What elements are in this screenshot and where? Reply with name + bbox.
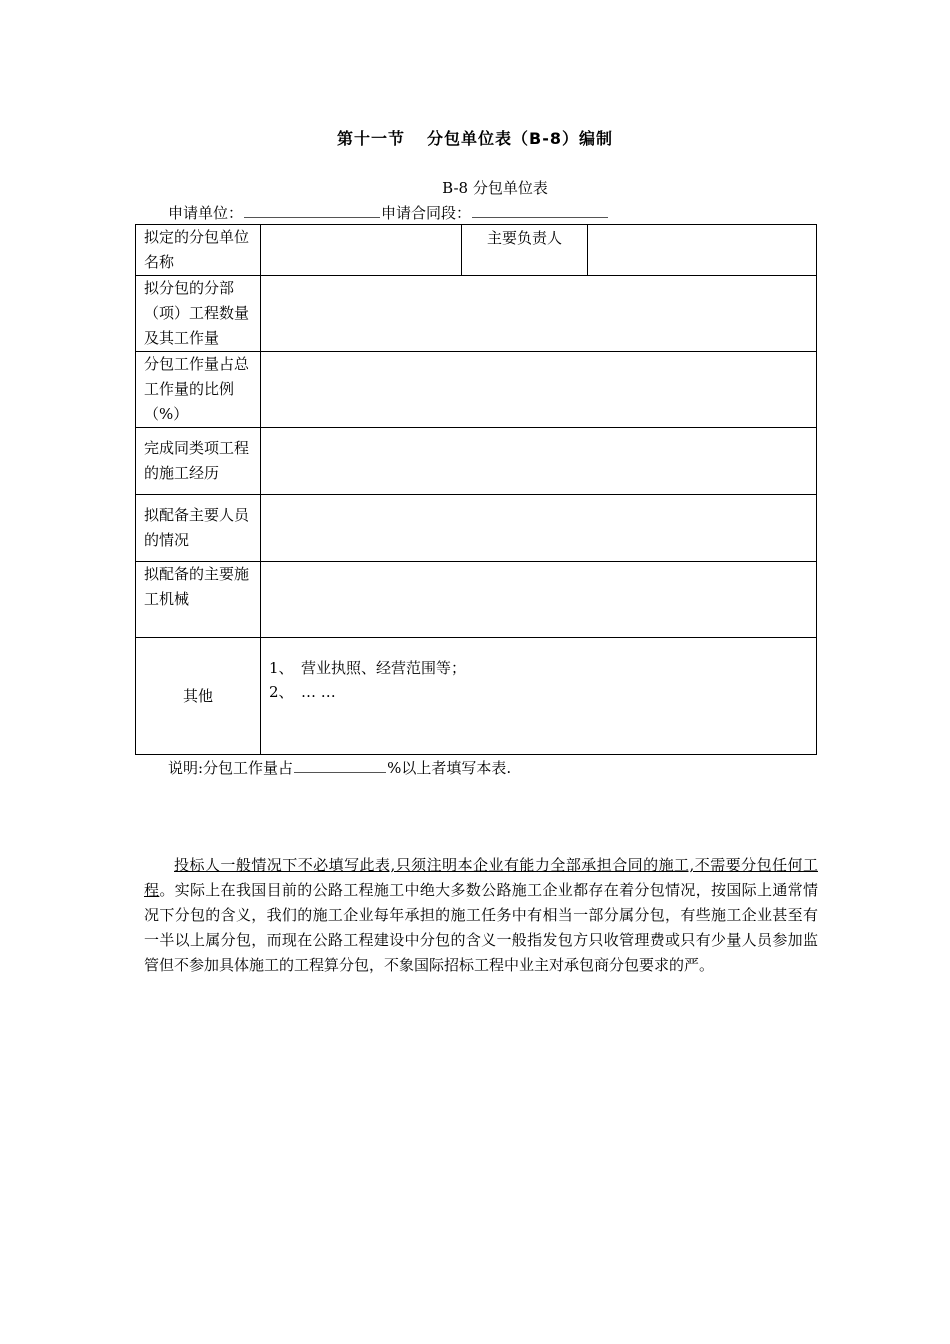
table-row <box>136 352 817 428</box>
contract-section-label: 申请合同段： <box>381 204 472 222</box>
other-list <box>269 656 808 704</box>
table-row <box>136 428 817 495</box>
other-item-2: 2、 … … <box>269 683 336 701</box>
subcontractor-form-table <box>135 224 817 755</box>
field-work-ratio[interactable] <box>261 352 817 428</box>
section-number: 第十一节 <box>337 129 406 148</box>
field-machinery[interactable] <box>261 562 817 638</box>
label-other: 其他 <box>136 638 261 755</box>
contract-section-blank[interactable] <box>472 205 608 218</box>
section-name: 分包单位表（B-8）编制 <box>427 129 613 148</box>
table-row <box>136 562 817 638</box>
table-row <box>136 276 817 352</box>
note-suffix: %以上者填写本表. <box>387 759 512 777</box>
label-work-quantity: 拟分包的分部（项）工程数量及其工作量 <box>136 276 261 352</box>
table-row <box>136 638 817 755</box>
label-chief-person: 主要负责人 <box>462 225 588 276</box>
paragraph-rest: 。实际上在我国目前的公路工程施工中绝大多数公路施工企业都存在着分包情况，按国际上通常情况下分包的含义，我们的施工企业每年承担的施工任务中有相当一部分属分包，有些施工企业甚至有一半以上属分包，而现在公路工程建设中分包的含义一般指发包方只收管理费或只有少量人员参加监管但不参加具体施工的工程算分包，不象国际招标工程中业主对承包商分包要求的严。 <box>144 881 818 974</box>
label-experience: 完成同类项工程的施工经历 <box>136 428 261 495</box>
note-percent-blank[interactable] <box>294 760 386 773</box>
paragraph-underlined: 投标人一般情况下不必填写此表,只须注明本企业有能力全部承担合同的施工,不需要分包任何工程 <box>144 856 818 899</box>
other-item-1: 1、 营业执照、经营范围等； <box>269 659 467 677</box>
table-row <box>136 495 817 562</box>
explanation-paragraph <box>144 853 818 978</box>
note-prefix: 说明:分包工作量占 <box>168 759 294 777</box>
field-key-personnel[interactable] <box>261 495 817 562</box>
applicant-unit-blank[interactable] <box>244 205 380 218</box>
label-work-ratio: 分包工作量占总工作量的比例（%） <box>136 352 261 428</box>
applicant-unit-label: 申请单位： <box>168 204 244 222</box>
label-machinery: 拟配备的主要施工机械 <box>136 562 261 638</box>
field-experience[interactable] <box>261 428 817 495</box>
table-caption: B-8 分包单位表 <box>442 179 548 197</box>
page-title <box>0 126 950 149</box>
field-other[interactable] <box>261 638 817 755</box>
apply-line <box>168 202 609 223</box>
label-key-personnel: 拟配备主要人员的情况 <box>136 495 261 562</box>
field-chief-person[interactable] <box>588 225 817 276</box>
field-work-quantity[interactable] <box>261 276 817 352</box>
label-subcontractor-name: 拟定的分包单位名称 <box>136 225 261 276</box>
table-row <box>136 225 817 276</box>
note-line <box>168 757 511 778</box>
field-subcontractor-name[interactable] <box>261 225 462 276</box>
